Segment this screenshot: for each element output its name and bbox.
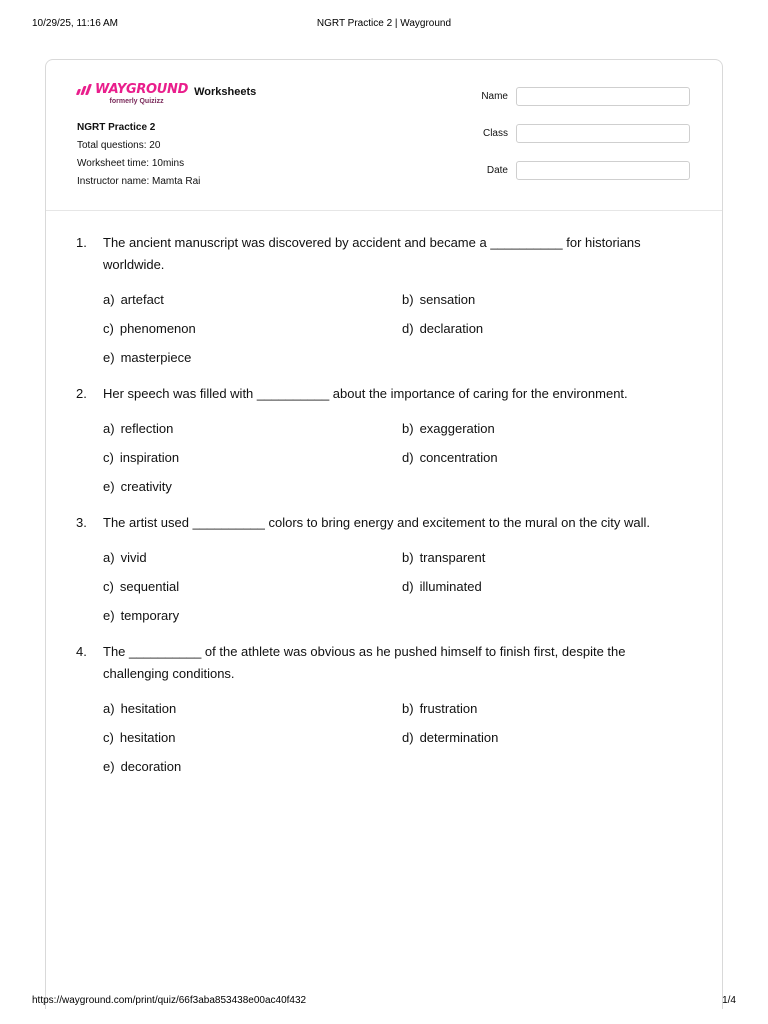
- print-page-title: NGRT Practice 2 | Wayground: [316, 18, 452, 29]
- class-field: [466, 124, 690, 143]
- option-a[interactable]: a) reflection: [103, 421, 174, 436]
- option-d[interactable]: d) determination: [402, 730, 499, 745]
- question-number: 2.: [76, 386, 87, 401]
- question-4: [76, 641, 686, 778]
- option-list: [103, 547, 686, 627]
- option-e[interactable]: e) decoration: [103, 759, 182, 774]
- option-c[interactable]: c) hesitation: [103, 730, 176, 745]
- page-indicator: 1/4: [722, 995, 736, 1006]
- class-input[interactable]: [516, 124, 690, 143]
- worksheet-meta: [77, 119, 200, 191]
- question-number: 3.: [76, 515, 87, 530]
- worksheets-label: Worksheets: [194, 86, 257, 98]
- print-url: https://wayground.com/print/quiz/66f3aba853438e00ac40f432: [32, 995, 307, 1006]
- logo-text: WAYGROUND: [95, 82, 189, 97]
- option-a[interactable]: a) vivid: [103, 550, 147, 565]
- print-footer: [32, 995, 736, 1006]
- option-e[interactable]: e) creativity: [103, 479, 172, 494]
- option-b[interactable]: b) exaggeration: [402, 421, 495, 436]
- option-c[interactable]: c) sequential: [103, 579, 180, 594]
- question-2: [76, 383, 686, 498]
- question-text: The artist used __________ colors to bring energy and excitement to the mural on the city wall.: [103, 515, 651, 530]
- option-list: [103, 289, 686, 369]
- question-text: The __________ of the athlete was obvious as he pushed himself to finish first, despite the challenging conditions.: [103, 644, 626, 681]
- name-input[interactable]: [516, 87, 690, 106]
- option-a[interactable]: a) artefact: [103, 292, 164, 307]
- option-b[interactable]: b) sensation: [402, 292, 476, 307]
- option-c[interactable]: c) phenomenon: [103, 321, 196, 336]
- question-text: The ancient manuscript was discovered by accident and became a __________ for historians worldwide.: [103, 235, 641, 272]
- option-d[interactable]: d) illuminated: [402, 579, 482, 594]
- question-3: [76, 512, 686, 627]
- total-questions: Total questions: 20: [77, 140, 161, 151]
- option-a[interactable]: a) hesitation: [103, 701, 177, 716]
- question-text: Her speech was filled with __________ about the importance of caring for the environment.: [103, 386, 628, 401]
- option-e[interactable]: e) temporary: [103, 608, 180, 623]
- date-label: Date: [486, 165, 508, 176]
- option-list: [103, 418, 686, 498]
- option-list: [103, 698, 686, 778]
- option-e[interactable]: e) masterpiece: [103, 350, 192, 365]
- instructor-name: Instructor name: Mamta Rai: [77, 176, 201, 187]
- option-b[interactable]: b) frustration: [402, 701, 478, 716]
- date-input[interactable]: [516, 161, 690, 180]
- logo-mark-icon: [77, 84, 92, 95]
- print-header: [32, 18, 736, 29]
- worksheet-header: [46, 60, 722, 211]
- option-d[interactable]: d) declaration: [402, 321, 484, 336]
- date-field: [466, 161, 690, 180]
- worksheet-title: NGRT Practice 2: [77, 122, 156, 133]
- option-d[interactable]: d) concentration: [402, 450, 498, 465]
- name-field: [466, 87, 690, 106]
- name-label: Name: [481, 91, 508, 102]
- class-label: Class: [482, 128, 508, 139]
- worksheet-card: [45, 59, 723, 1009]
- wayground-logo: [77, 82, 188, 105]
- brand: [77, 82, 256, 105]
- print-datetime: 10/29/25, 11:16 AM: [32, 18, 118, 29]
- question-1: [76, 232, 686, 369]
- question-list: [76, 232, 686, 778]
- worksheet-time: Worksheet time: 10mins: [77, 158, 185, 169]
- question-number: 4.: [76, 644, 87, 659]
- option-c[interactable]: c) inspiration: [103, 450, 180, 465]
- logo-subtitle: formerly Quizizz: [109, 98, 164, 105]
- option-b[interactable]: b) transparent: [402, 550, 486, 565]
- question-number: 1.: [76, 235, 87, 250]
